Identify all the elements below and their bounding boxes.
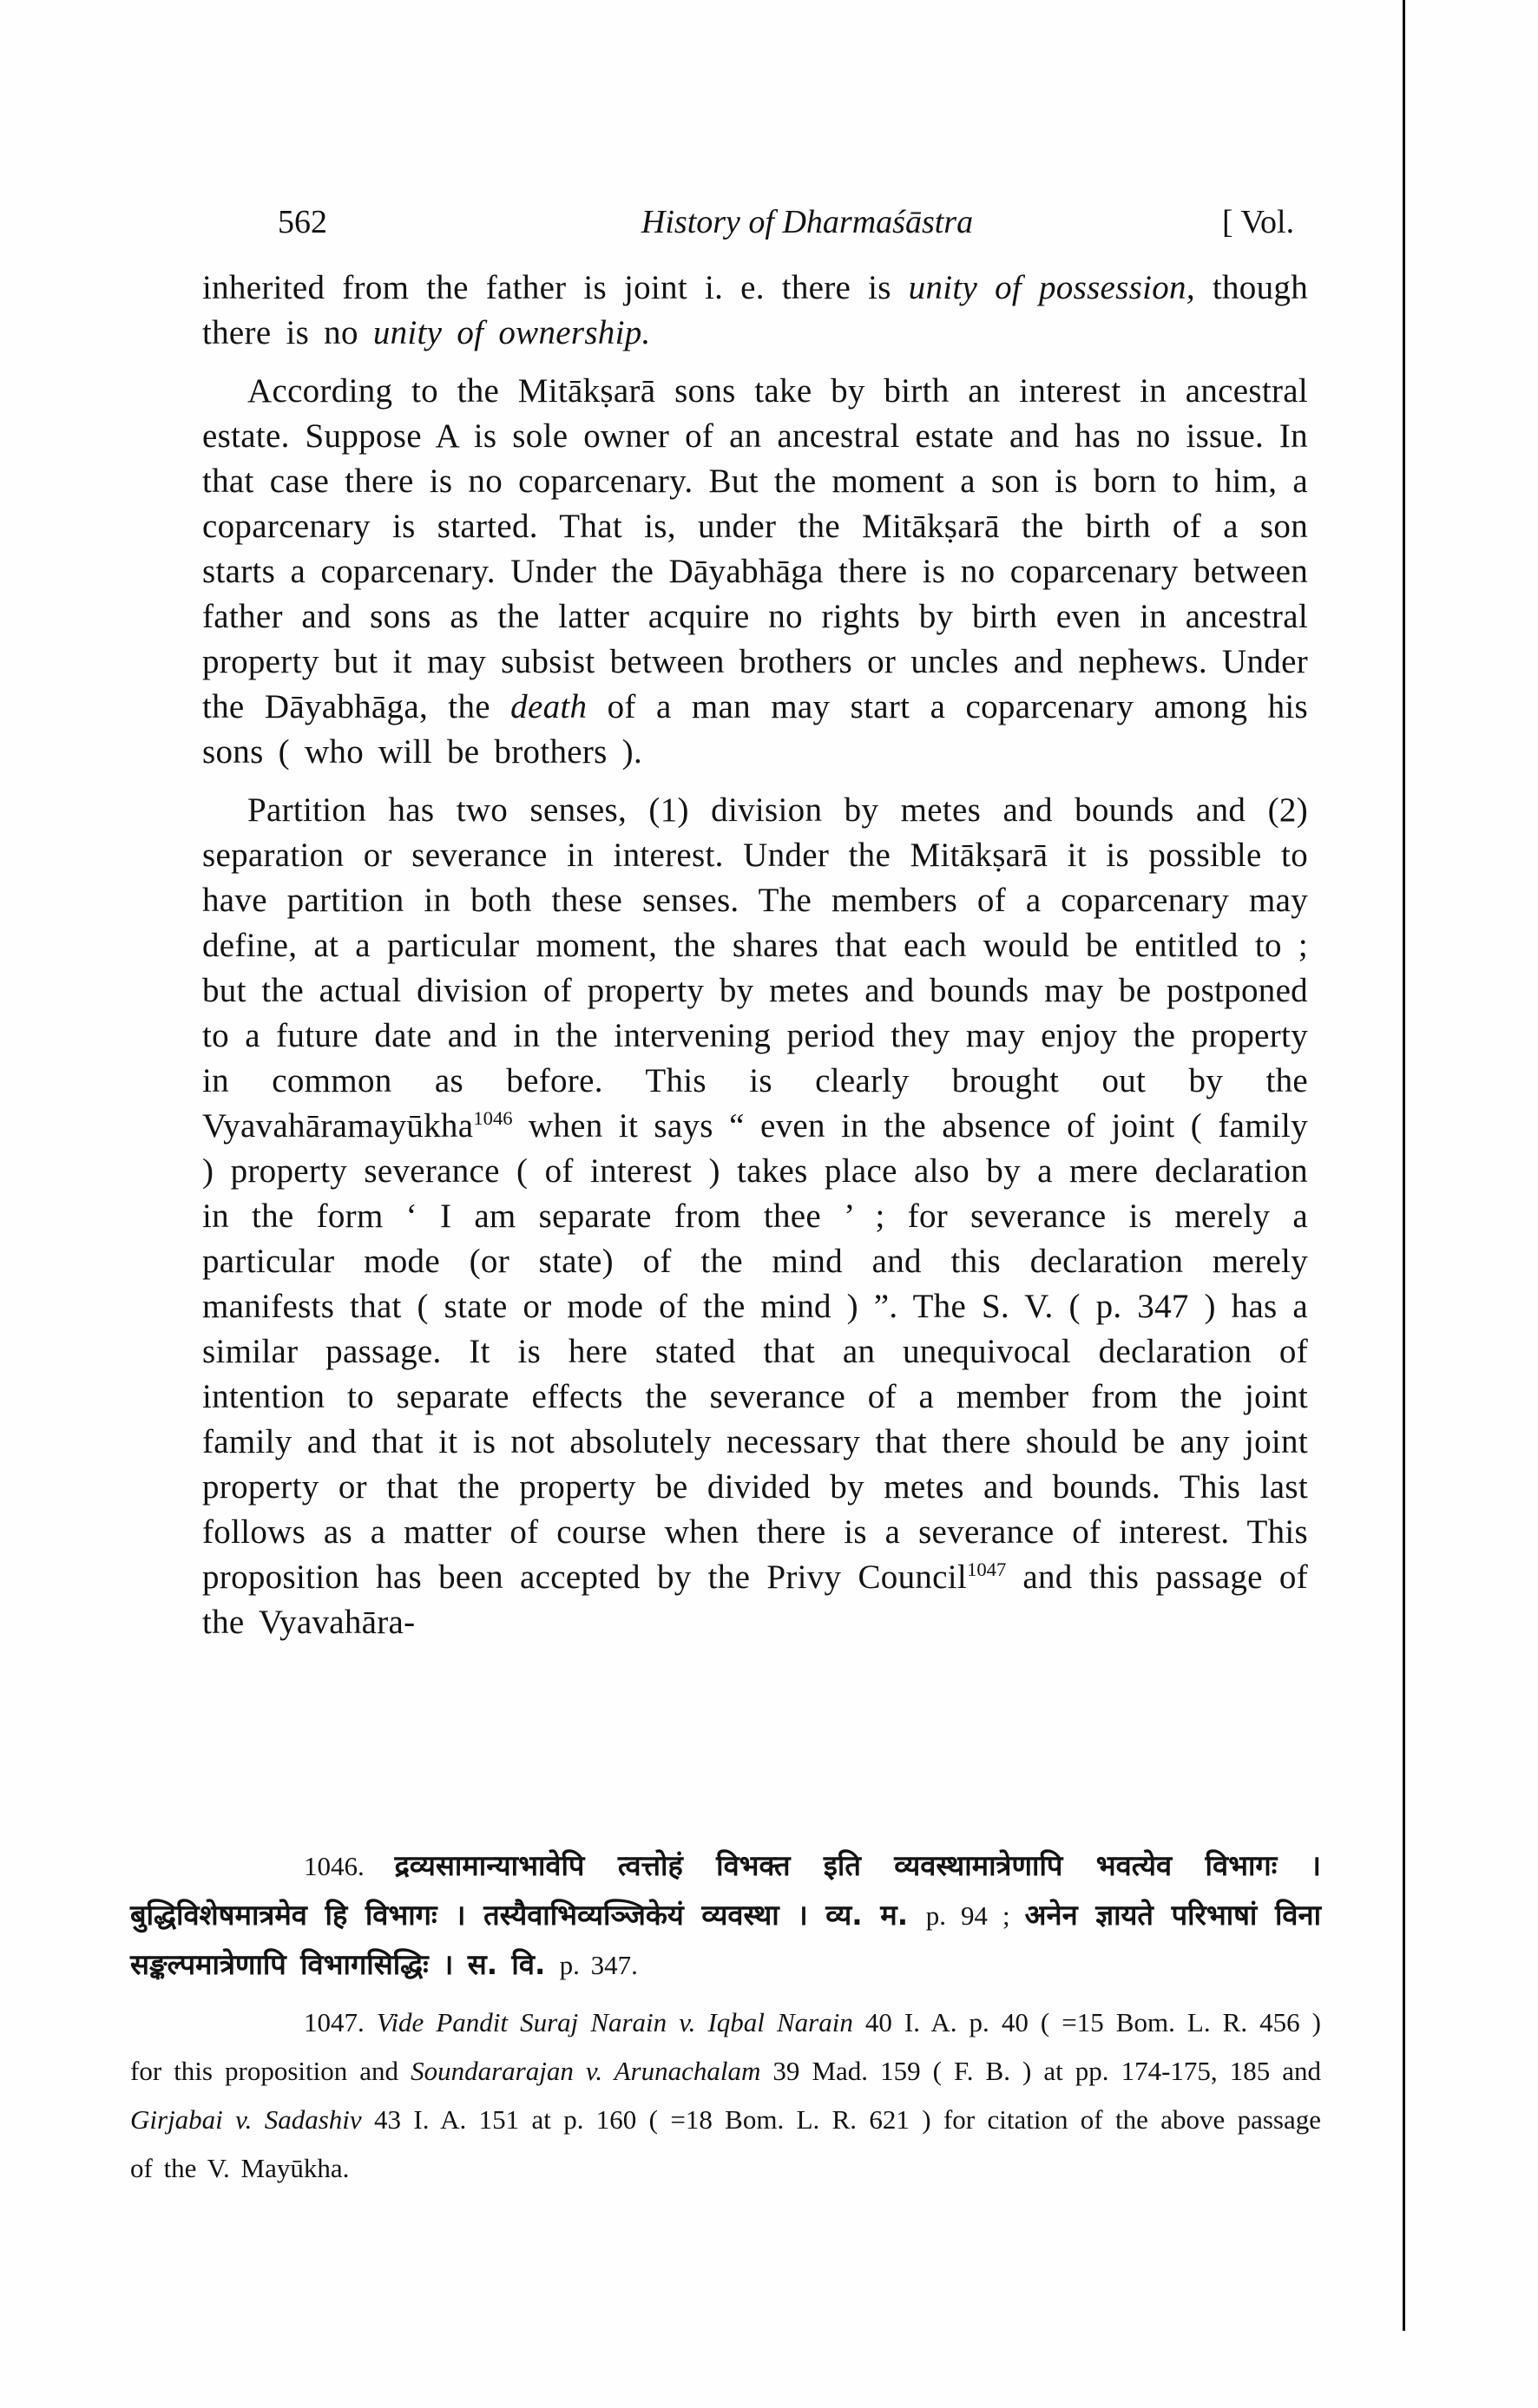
text-run: Soundararajan v. Arunachalam	[411, 2056, 761, 2086]
text-run: 1046.	[304, 1851, 395, 1881]
text-run: death	[510, 688, 588, 725]
text-run: 39 Mad. 159 ( F. B. ) at pp. 174-175, 185 and	[760, 2056, 1322, 2086]
text-run: 40 I. A. p. 40 ( =15 Bom. L. R. 456 ) for this proposition and	[130, 2007, 1321, 2086]
volume-marker: [ Vol.	[1222, 204, 1295, 240]
text-run: अनेन ज्ञायते परिभाषां विना सङ्कल्पमात्रेणापि विभागसिद्धिः । स. वि.	[130, 1899, 1321, 1981]
text-run: According to the Mitākṣarā sons take by birth an interest in ancestral estate. Suppose A is sole owner of an ancestral estate and has no issue. In that case there is no coparcenary. But the moment a son is born to him, a coparcenary is started. That is, under the Mitākṣarā the birth of a son starts a coparcenary. Under the Dāyabhāga there is no coparcenary between father and sons as the latter acquire no rights by birth even in ancestral property but it may subsist between brothers or uncles and nephews. Under the Dāyabhāga, the	[202, 372, 1308, 725]
text-run: when it says “ even in the absence of joint ( family ) property severance ( of interest ) takes place also by a mere declaration in the form ‘ I am separate from thee ’ ; for severance is merely a particular mode (or state) of the mind and this declaration merely manifests that ( state or mode of the mind ) ”. The S. V. ( p. 347 ) has a similar passage. It is here stated that an unequivocal declaration of intention to separate effects the severance of a member from the joint family and that it is not absolutely necessary that there should be any joint property or that the property be divided by metes and bounds. This last follows as a matter of course when there is a severance of interest. This proposition has been accepted by the Privy Council	[202, 1107, 1308, 1596]
text-run: Vide Pandit Suraj Narain v. Iqbal Narain	[376, 2007, 853, 2037]
footnote-reference: 1047	[967, 1558, 1007, 1580]
text-run: Girjabai v. Sadashiv	[130, 2104, 362, 2135]
page-number: 562	[278, 204, 327, 240]
text-run: unity of possession,	[908, 269, 1195, 306]
footnote-1046	[130, 1841, 1321, 1990]
text-run: of a man may start a coparcenary among his sons ( who will be brothers ).	[202, 688, 1308, 771]
text-run: 1047.	[304, 2007, 377, 2037]
text-run: Partition has two senses, (1) division by metes and bounds and (2) separation or severance in interest. Under the Mitākṣarā it is possible to have partition in both these senses. The members of a coparcenary may define, at a particular moment, the shares that each would be entitled to ; but the actual division of property by metes and bounds may be postponed to a future date and in the intervening period they may enjoy the property in common as before. This is clearly brought out by the Vyavahāramayūkha	[202, 791, 1308, 1145]
footnote-reference: 1046	[473, 1107, 513, 1129]
text-run: p. 94 ;	[925, 1900, 1025, 1931]
paragraph-mitakshara-coparcenary	[202, 369, 1308, 775]
footnotes-block	[130, 1841, 1321, 2193]
paragraph-partition-two-senses	[202, 788, 1308, 1645]
text-run: inherited from the father is joint i. e. there is	[202, 269, 909, 306]
footnote-1047	[130, 1998, 1321, 2193]
text-run: though there is no	[202, 269, 1308, 351]
page-body	[202, 266, 1308, 1645]
running-header	[0, 203, 1538, 248]
text-run: p. 347.	[559, 1950, 638, 1980]
text-run: and this passage of the Vyavahāra-	[202, 1558, 1308, 1641]
text-run: द्रव्यसामान्याभावेपि त्वत्तोहं विभक्त इति व्यवस्थामात्रेणापि भवत्येव विभागः । बुद्धिविशेषमात्रमेव हि विभागः । तस्यैवाभिव्यञ्जिकेयं व्यवस्था । व्य. म.	[130, 1849, 1322, 1932]
paragraph-continued	[202, 266, 1308, 356]
page-edge-line	[1403, 0, 1405, 2331]
text-run: 43 I. A. 151 at p. 160 ( =18 Bom. L. R. 621 ) for citation of the above passage of the V. Mayūkha.	[130, 2104, 1321, 2183]
text-run: unity of ownership.	[372, 314, 651, 351]
running-title: History of Dharmaśāstra	[641, 204, 974, 240]
